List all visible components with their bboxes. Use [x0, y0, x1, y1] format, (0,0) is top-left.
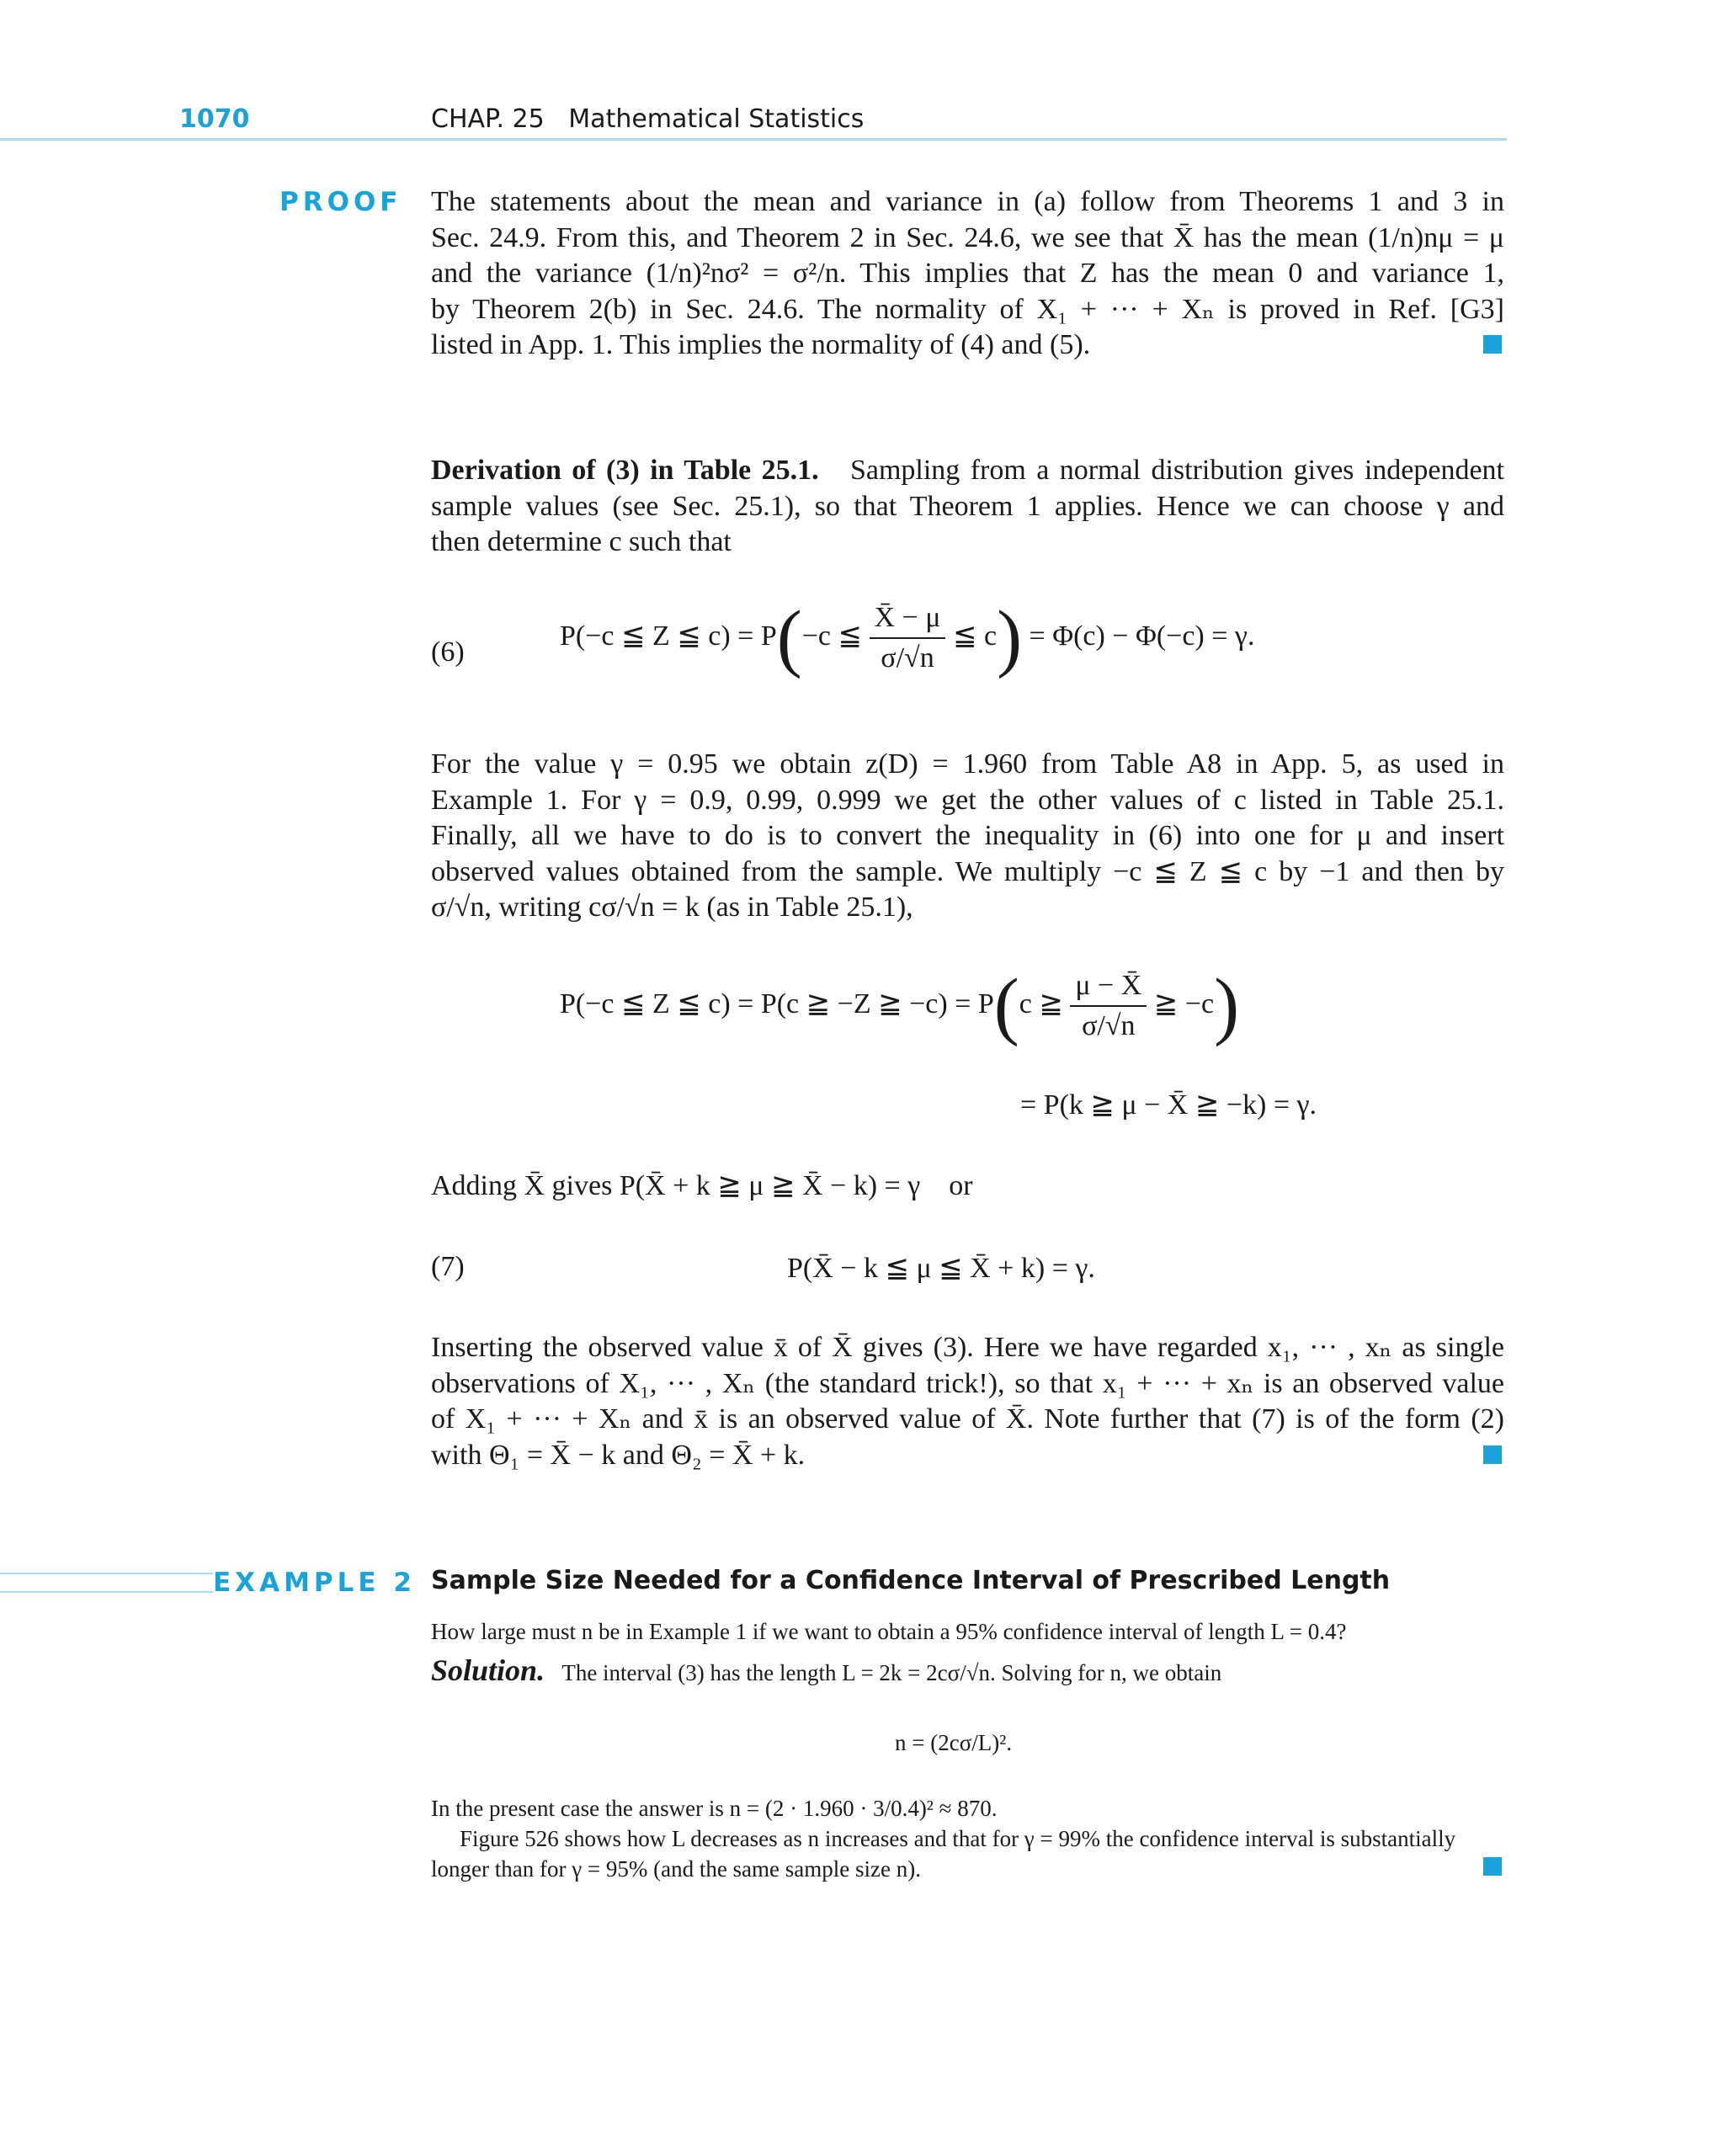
eq6-numerator: X̄ − μ — [870, 602, 946, 639]
eq6-inner-left: −c ≦ — [801, 620, 862, 652]
example-answer: In the present case the answer is n = (2 · 1.960 · 3/0.4)² ≈ 870. — [431, 1796, 998, 1821]
example-title: Sample Size Needed for a Confidence Interval of Prescribed Length — [431, 1566, 1391, 1595]
chain-inner-left: c ≧ — [1019, 988, 1063, 1019]
para3-line: with Θ₁ = X̄ − k and Θ₂ = X̄ + k. — [431, 1439, 806, 1471]
proof-label: PROOF — [279, 187, 402, 217]
chain-denominator: σ/√n — [1082, 1010, 1136, 1041]
derivation-line — [431, 453, 1504, 489]
eq6-fraction — [870, 602, 946, 674]
qed-square — [1483, 1857, 1502, 1876]
right-paren: ) — [1214, 964, 1240, 1047]
adding-line — [431, 1168, 973, 1202]
derivation-paragraph — [431, 453, 1504, 561]
page-number: 1070 — [179, 104, 250, 134]
eq6-rhs: = Φ(c) − Φ(−c) = γ. — [1029, 620, 1255, 652]
solution-text: The interval (3) has the length L = 2k = 2cσ/√n. Solving for n, we obtain — [561, 1660, 1222, 1685]
para2-line: Finally, all we have to do is to convert the inequality in (6) into one for μ and insert — [431, 820, 1504, 851]
para2-line: σ/√n, writing cσ/√n = k (as in Table 25.1), — [431, 892, 913, 923]
para3-line: Inserting the observed value x̄ of X̄ gives (3). Here we have regarded x₁, ··· , xₙ as single — [431, 1332, 1504, 1363]
proof-line: by Theorem 2(b) in Sec. 24.6. The normality of X₁ + ··· + Xₙ is proved in Ref. [G3] — [431, 293, 1504, 325]
chain-inner-right: ≧ −c — [1153, 988, 1215, 1019]
eq6-inner-right: ≦ c — [952, 620, 998, 652]
solution-line — [431, 1655, 1221, 1688]
eq6-denominator: σ/√n — [881, 642, 934, 673]
paragraph-2 — [431, 747, 1504, 926]
left-paren: ( — [776, 596, 802, 679]
chain-lhs: P(−c ≦ Z ≦ c) = P(c ≧ −Z ≧ −c) = P — [560, 988, 994, 1019]
proof-line: and the variance (1/n)²nσ² = σ²/n. This implies that Z has the mean 0 and variance 1, — [431, 258, 1504, 289]
derivation-heading: Derivation of (3) in Table 25.1. — [431, 455, 819, 486]
equation-7: P(X̄ − k ≦ μ ≦ X̄ + k) = γ. — [787, 1253, 1095, 1284]
left-paren: ( — [993, 964, 1019, 1047]
solution-label: Solution. — [431, 1653, 545, 1687]
paragraph-3 — [431, 1330, 1504, 1473]
derivation-line: then determine c such that — [431, 526, 732, 557]
equation-chain — [560, 964, 1240, 1047]
proof-line: The statements about the mean and variance in (a) follow from Theorems 1 and 3 in — [431, 186, 1504, 217]
para2-line: observed values obtained from the sample. We multiply −c ≦ Z ≦ c by −1 and then by — [431, 855, 1504, 887]
equation-tag: (7) — [431, 1251, 465, 1282]
chain-second-line: = P(k ≧ μ − X̄ ≧ −k) = γ. — [1020, 1089, 1317, 1121]
para3-line: of X₁ + ··· + Xₙ and x̄ is an observed value of X̄. Note further that (7) is of the form (2) — [431, 1403, 1504, 1435]
adding-or: or — [949, 1170, 973, 1201]
qed-square — [1483, 335, 1502, 354]
equation-tag: (6) — [431, 636, 465, 668]
qed-square — [1483, 1445, 1502, 1464]
header-rule — [0, 138, 1507, 141]
right-paren: ) — [997, 596, 1023, 679]
derivation-line: sample values (see Sec. 25.1), so that Theorem 1 applies. Hence we can choose γ and — [431, 490, 1504, 522]
proof-line: listed in App. 1. This implies the normality of (4) and (5). — [431, 329, 1091, 360]
equation-6 — [560, 596, 1255, 679]
example-label: EXAMPLE 2 — [213, 1568, 424, 1598]
para2-line: For the value γ = 0.95 we obtain z(D) = 1.960 from Table A8 in App. 5, as used in — [431, 748, 1504, 780]
figure-note-line: longer than for γ = 95% (and the same sample size n). — [431, 1856, 921, 1882]
proof-paragraph — [431, 184, 1504, 364]
para3-line: observations of X₁, ··· , Xₙ (the standard trick!), so that x₁ + ··· + xₙ is an observed value — [431, 1367, 1504, 1399]
chapter-header: CHAP. 25 Mathematical Statistics — [431, 104, 865, 134]
chain-numerator: μ − X̄ — [1070, 970, 1147, 1007]
para2-line: Example 1. For γ = 0.9, 0.99, 0.999 we get the other values of c listed in Table 25.1. — [431, 784, 1504, 816]
eq6-lhs: P(−c ≦ Z ≦ c) = P — [560, 620, 777, 652]
adding-text: Adding X̄ gives P(X̄ + k ≧ μ ≧ X̄ − k) = γ — [431, 1170, 921, 1201]
figure-note-line: Figure 526 shows how L decreases as n increases and that for γ = 99% the confidence interval is substantially — [460, 1826, 1456, 1851]
sample-size-formula: n = (2cσ/L)². — [895, 1730, 1013, 1755]
example-question: How large must n be in Example 1 if we want to obtain a 95% confidence interval of length L = 0.4? — [431, 1619, 1347, 1644]
chain-fraction — [1070, 970, 1147, 1042]
derivation-text: Sampling from a normal distribution gives independent — [849, 455, 1505, 486]
proof-line: Sec. 24.9. From this, and Theorem 2 in Sec. 24.6, we see that X̄ has the mean (1/n)nμ = μ — [431, 221, 1504, 253]
